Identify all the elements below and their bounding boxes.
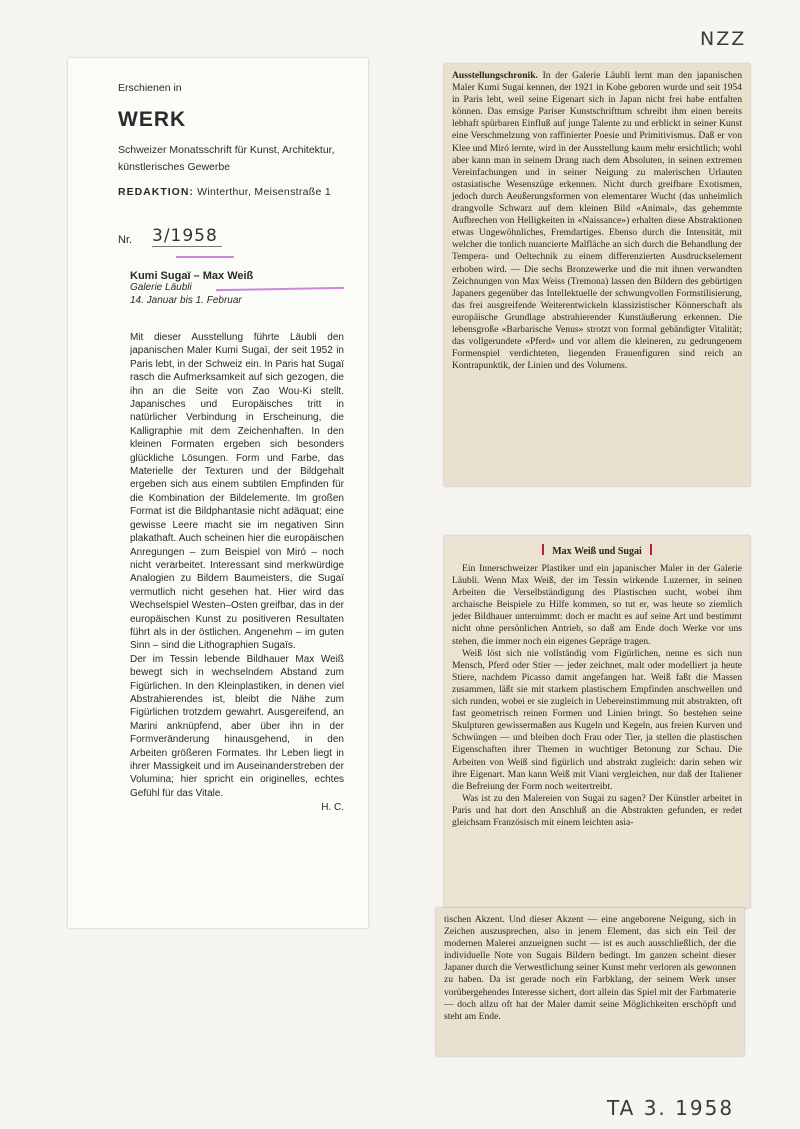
ta-title: Max Weiß und Sugai	[552, 546, 642, 557]
ta-clipping-continuation	[436, 908, 744, 1056]
article-signature: H. C.	[321, 802, 344, 814]
highlight-underline	[176, 256, 234, 258]
ta-article-continuation	[444, 914, 736, 1023]
ta-headline	[452, 544, 742, 557]
publication-subtitle: Schweizer Monatsschrift für Kunst, Architektur, künstlerisches Gewerbe	[118, 144, 335, 173]
headline-rule-right	[650, 544, 652, 555]
nzz-article	[452, 70, 742, 372]
redaktion-address: Winterthur, Meisenstraße 1	[197, 186, 331, 198]
article-dates: 14. Januar bis 1. Februar	[130, 294, 242, 306]
ta-paragraph-4: tischen Akzent. Und dieser Akzent — eine angeborene Neigung, sich in Zeichen auszusprechen, also in jenem Element, das sich ein Teil der modernen Malerei anzueignen sucht — ist es auch ausschließlich, der die individuelle Note von Sugais Bildern bedingt. Im ganzen scheint dieser Japaner durch die Verwestlichung seiner Kunst mehr verloren als gewonnen zu haben. Da ist gerade noch ein Farbklang, der seinem Werk unser vorübergehendes Interesse sichert, dort allein das Spiel mit der Farbmaterie — doch allzu oft hat der Maler damit seine Möglichkeiten erschöpft und steht am Ende.	[444, 914, 736, 1022]
werk-article	[130, 264, 344, 912]
redaktion-line	[118, 186, 368, 198]
article-paragraph-sugai: Mit dieser Ausstellung führte Läubli den japanischen Maler Kumi Sugaï, der seit 1952 in Paris lebt, in der Schweiz ein. In Paris hat Sugaï rasch die Aufmerksamkeit auf sich gezogen, die ihn an die Seite von Zao Wou-Ki stellt. Japanisches und Europäisches tritt in natürlicher Verbindung in Erscheinung, die Kalligraphie mit dem Zeichenhaften. In den kleinen Formaten ergeben sich besonders glückliche Lösungen. Form und Farbe, das Materielle der Texturen und der Bildgehalt ergeben sich aus einem subtilen Empfinden für die Kombination der Bildelemente. Im großen Format ist die Bildphantasie nicht adäquat; eine gewisse Leere macht sie im negativen Sinn plakathaft. Auch scheinen hier die europäischen Anregungen – zum Beispiel von Miró – noch nicht verarbeitet. Interessant sind merkwürdige Analogien zu Bildern Baumeisters, die Sugaï vermutlich nicht gesehen hat. Hier wird das Wechselspiel Westen–Osten greifbar, das in der europäischen Kunst zu positiveren Resultaten führt als in der östlichen. Angenehm – im guten Sinn – sind die Lithographien Sugaïs.	[130, 332, 344, 652]
nzz-clipping	[444, 64, 750, 486]
handwritten-ta-date-note: TA 3. 1958	[607, 1096, 735, 1120]
article-body	[130, 331, 344, 800]
headline-rule-left	[542, 544, 544, 555]
ta-paragraph-1: Ein Innerschweizer Plastiker und ein japanischer Maler in der Galerie Läubli. Wenn Max Weiß, der im Tessin wirkende Luzerner, in seinen Arbeiten die Verselbständigung des Plastischen sucht, wobei ihm archaische Beispiele zu Hilfe kommen, so tut er, was heute so ziemlich jeder Bildhauer unternimmt: doch er macht es auf seine Art und bestimmt nicht ohne persönlichen Antrieb, so daß am Ende doch Werke vor uns stehen, die immer noch ein eigenes Gepräge tragen.	[452, 563, 742, 647]
issue-number-handwritten: 3/1958	[152, 226, 222, 247]
article-gallery: Galerie Läubli	[130, 282, 192, 293]
issue-number-label: Nr.	[118, 234, 133, 246]
werk-clipping	[68, 58, 368, 928]
article-paragraph-weiss: Der im Tessin lebende Bildhauer Max Weiß bewegt sich in wechselndem Abstand zum Figürlichen. In den Kleinplastiken, in denen viel Abstrahierendes ist, bleibt die Nähe zum Figürlichen trotzdem gewahrt. Ausgereifend, an Marini anknüpfend, aber über ihn in der Formveränderung hinausgehend, in den Arbeiten größeren Formates. Ihr Leben liegt in ihrer Massigkeit und im Auseinanderstreben der Volumina; hier spricht ein originelles, echtes Gefühl für das Vitale.	[130, 653, 344, 799]
ta-paragraph-3: Was ist zu den Malereien von Sugai zu sagen? Der Künstler arbeitet in Paris und hat dort den Anschluß an die Abstrakten gefunden, er redet gleichsam Französisch mit einem leichten asia-	[452, 792, 742, 828]
ta-article	[452, 563, 742, 829]
nzz-body: In der Galerie Läubli lernt man den japanischen Maler Kumi Sugai kennen, der 1921 in Kobe geboren wurde und seit 1954 in Paris lebt, weil seine Eigenart sich in Japan nicht frei habe entfalten können. Das emsige Pariser Kunstschrifttum schreibt ihm einen bereits lebhaft spürbaren Einfluß auf junge Talente zu und erblickt in seiner Kunst eine Verschmelzung von raffinierter Poesie und Primitivismus. Daß er von Klee und Miró lernte, wird in der Ausstellung kaum mehr ersichtlich; wohl aber kann man in seinem Drang nach dem Absoluten, in seinen extremen Vereinfachungen und in seiner Neigung zu malerischen Urlauten ostasiatische Wesenszüge erkennen. Nicht durch greifbare Exotismen, jedoch durch Aeußerungsformen von elementarer Wucht (das unheimlich drangvolle Schwarz auf dem kleinen Bild «Animal», das gehemmte Aufbrechen von Helligkeiten in «Naissance») erhalten diese Abstraktionen etwas Ungewöhnliches, Fremdartiges. Ebenso durch die Intensität, mit welcher die tonlich nuancierte Malfläche an sich durch die Behandlung der Tempera- und Oeltechnik zu einem differenzierten Ausdruckselement erhoben wird. — Die sechs Bronzewerke und die mit ihnen verwandten Zeichnungen von Max Weiss (Tremona) lassen den Bildern des gebürtigen Japaners gegenüber das Intellektuelle der schwungvollen Formstilisierung, das frei ausgreifende Weiterentwickeln klassizistischer Könnerschaft als europäische Grundlage abstrahierender Kunstäußerung erkennen. Die lebensgroße «Barbarische Venus» strotzt von formal gebändigter Vitalität; das vollgerundete «Pferd» und vor allem die kleineren, zu gedrungenem Formenspiel verdichteten, liegenden Frauenfiguren sind reich an Kontrapunktik, der Linien und des Volumens.	[452, 70, 742, 372]
ta-paragraph-2: Weiß löst sich nie vollständig vom Figürlichen, nenne es sich nun Mensch, Pferd oder Stier — jeder zeichnet, malt oder modelliert ja heute Stiere, nachdem Picasso damit angefangen hat. Weiß faßt die Massen zusammen, läßt sie mit starkem plastischem Empfinden anschwellen und sich runden, wobei er sie zugleich in Uebereinstimmung mit abstrakten, oft fast geometrisch reinen Formen und Linien bringt. So bestehen seine Skulpturen gewissermaßen aus Kugeln und Kegeln, aus freien Kurven und Schwüngen — und bleiben doch Frau oder Tier, ja stellen die plastischen Eigenschaften ihrer Themen in wuchtiger Betonung zur Schau. Die Arbeiten von Weiß sind figürlich und abstrakt zugleich: darin sehen wir ihre Eigenart. Man kann Weiß mit Viani vergleichen, nur daß der Italiener die Befreiung der Form noch weitertreibt.	[452, 647, 742, 792]
publication-title: WERK	[118, 108, 187, 131]
redaktion-label: REDAKTION:	[118, 186, 194, 198]
article-title: Kumi Sugaï – Max Weiß	[130, 270, 254, 282]
ta-clipping	[444, 536, 750, 908]
nzz-kicker: Ausstellungschronik.	[452, 70, 538, 81]
handwritten-nzz-note: NZZ	[700, 28, 747, 50]
erschienen-label: Erschienen in	[118, 82, 182, 94]
publication-header	[118, 82, 368, 198]
